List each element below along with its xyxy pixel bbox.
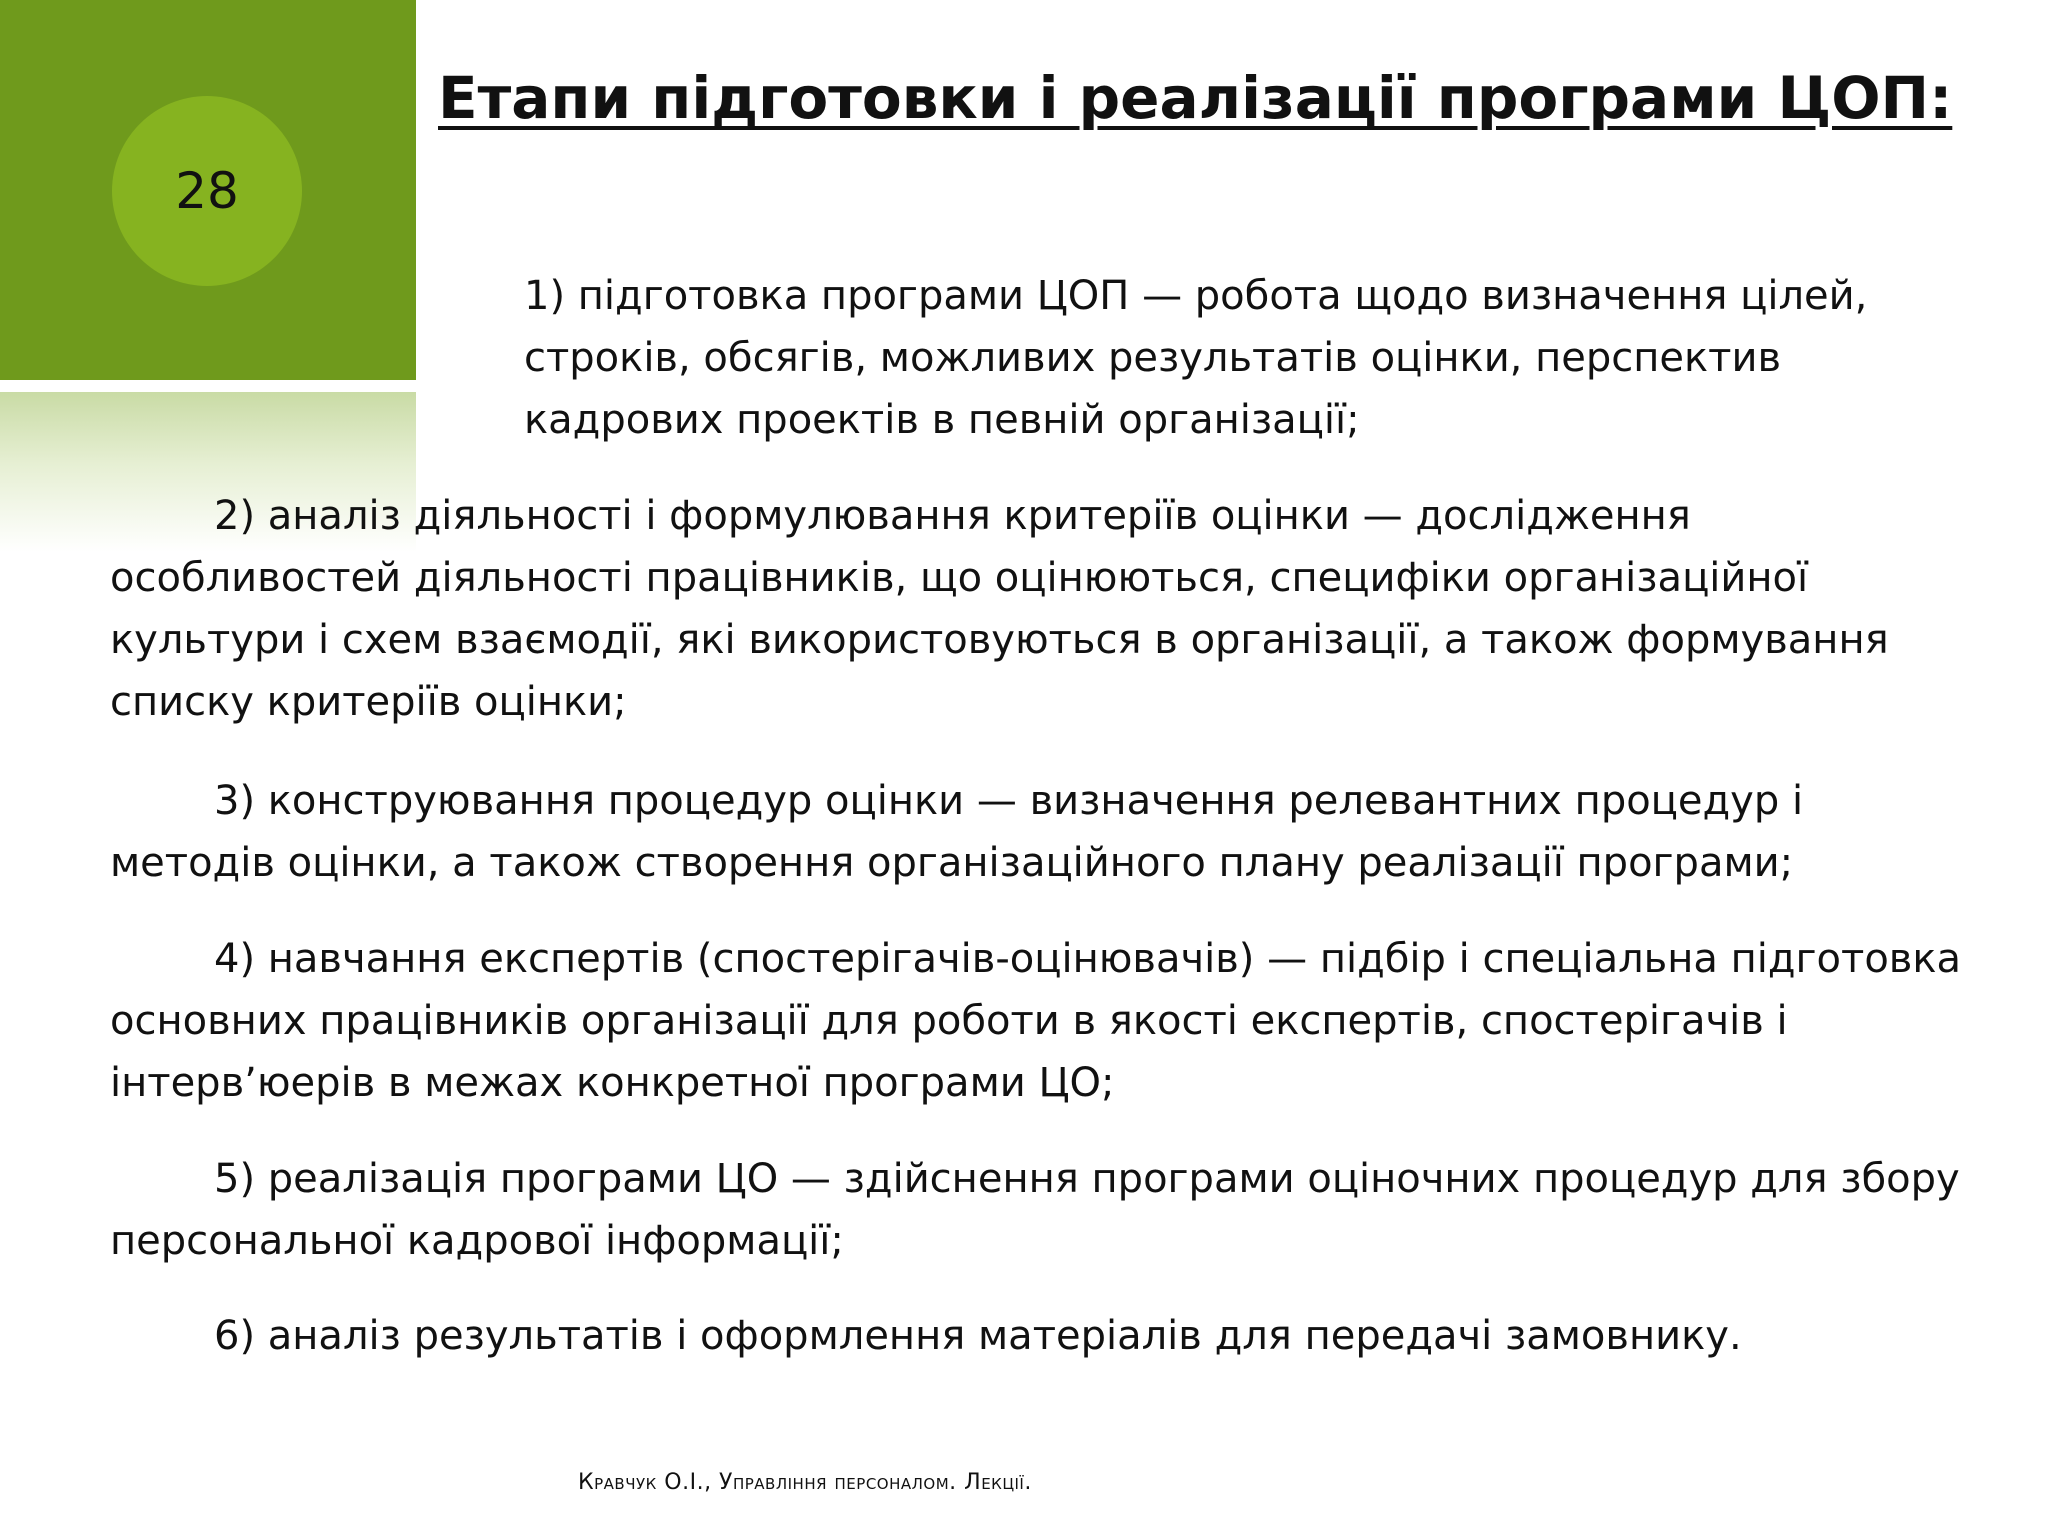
- step-3-procedures: 3) конструювання процедур оцінки — визначення релевантних процедур і методів оцінки, а також створення організаційного плану реалізації програми;: [110, 778, 1804, 886]
- step-4-expert-training: 4) навчання експертів (спостерігачів-оцінювачів) — підбір і спеціальна підготовка основних працівників організації для роботи в якості експертів, спостерігачів і інтерв’юерів в межах конкретної програми ЦО;: [110, 936, 1962, 1106]
- step-2-analysis: 2) аналіз діяльності і формулювання критеріїв оцінки — дослідження особливостей діяльності працівників, що оцінюються, специфіки організаційної культури і схем взаємодії, які використовуються в організації, а також формування списку критеріїв оцінки;: [110, 493, 1889, 725]
- slide-number-badge: [112, 96, 302, 286]
- slide-number: 28: [175, 162, 239, 220]
- step-5-implementation: 5) реалізація програми ЦО — здійснення програми оціночних процедур для збору персональної кадрової інформації;: [110, 1156, 1960, 1264]
- step-1-preparation: 1) підготовка програми ЦОП — робота щодо визначення цілей, строків, обсягів, можливих результатів оцінки, перспектив кадрових проектів в певній організації;: [524, 273, 1868, 443]
- footer-citation: Кравчук О.І., Управління персоналом. Лекції.: [578, 1470, 1032, 1495]
- step-6-results: 6) аналіз результатів і оформлення матеріалів для передачі замовнику.: [214, 1313, 1742, 1359]
- slide-title: Етапи підготовки і реалізації програми ЦОП:: [438, 64, 1953, 132]
